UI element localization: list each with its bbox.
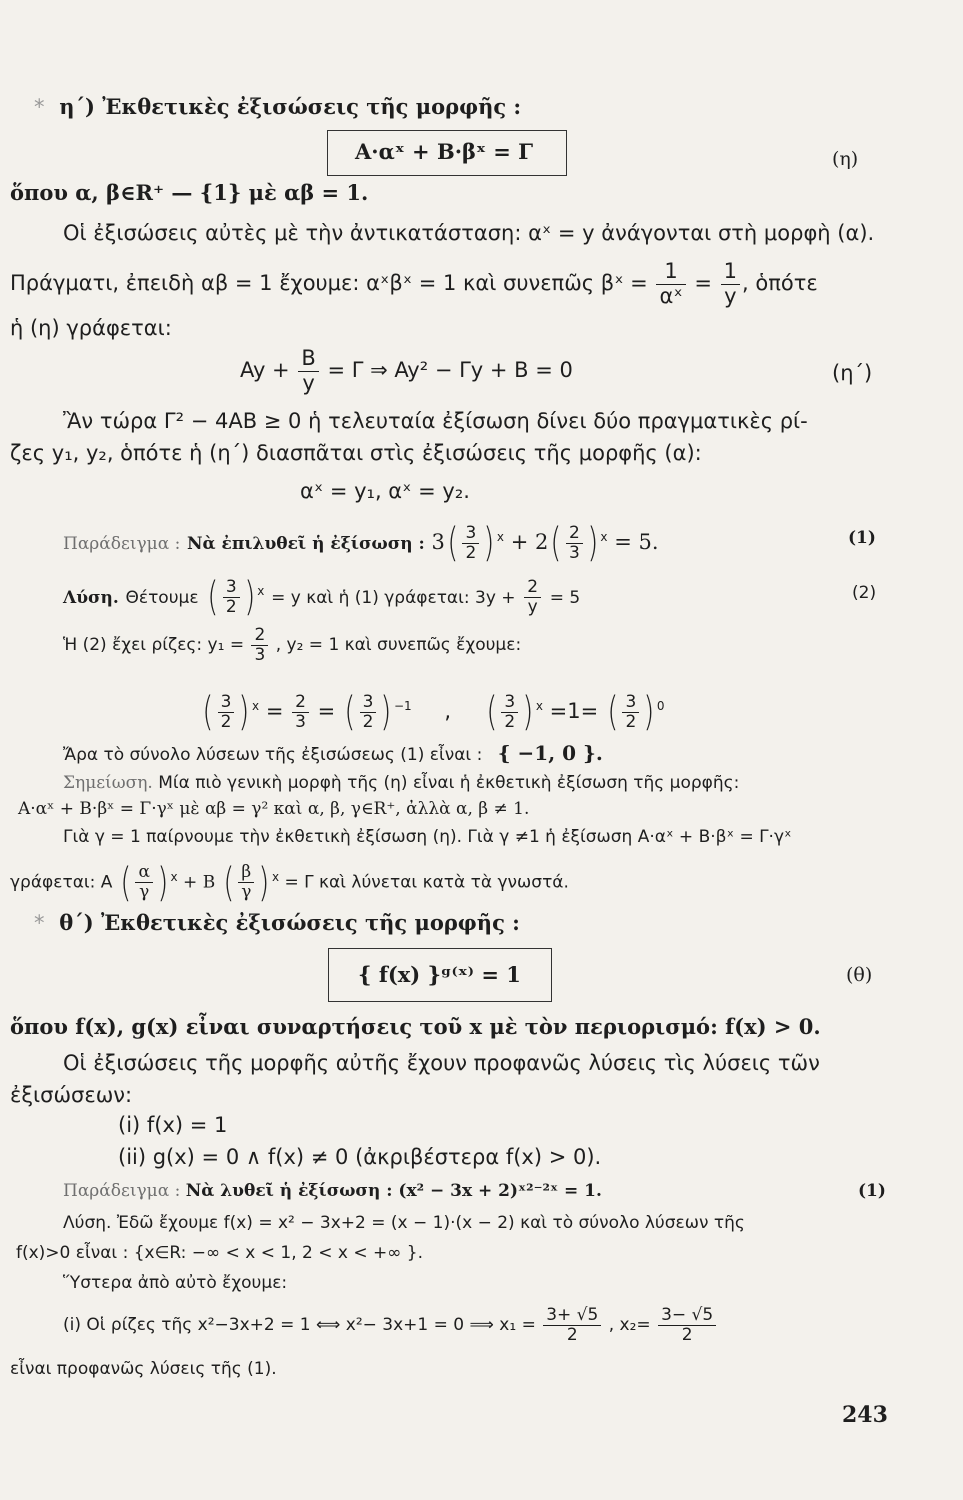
fraction-b-over-y: $\frac{B}{y}$ (298, 347, 318, 394)
solution2-line4: (i) Οἱ ρίζες τῆς x²−3x+2 = 1 ⟺ x²− 3x+1 = 0 ⟹ x₁ = $\frac{3+ √5}{2}$ , x₂= $\frac{3- √5}{2}$ (63, 1298, 718, 1352)
equation-number-2: (2) (852, 583, 877, 603)
equation-number-1b: (1) (858, 1181, 886, 1201)
asterisk-icon: * (34, 95, 45, 119)
section-eta-heading: * η΄) Ἐκθετικὲς ἐξισώσεις τῆς μορφῆς : (34, 94, 522, 119)
solution2-line3: Ὕστερα ἀπὸ αὐτὸ ἔχουμε: (63, 1273, 288, 1293)
power-chain: ( $\frac{3}{2}$ ) $^x$ = $\frac{2}{3}$ = ( $\frac{3}{2}$ ) $^{-1}$ , ( $\frac{3}{2}$ ) $^x$ =1= ( $\frac{3}{2}$ ) $^0$ (202, 689, 665, 735)
condition-eta: ὅπου α, β∈R⁺ — {1} μὲ αβ = 1. (10, 180, 369, 205)
equation-number-1: (1) (848, 528, 876, 548)
note-line: Σημείωση. Μία πιὸ γενικὴ μορφὴ τῆς (η) εἶναι ἡ ἐκθετικὴ ἐξίσωση τῆς μορφῆς: (63, 773, 740, 793)
solution2-line1: Λύση. Ἐδῶ ἔχουμε f(x) = x² − 3x+2 = (x − 1)·(x − 2) καὶ τὸ σύνολο λύσεων τῆς (63, 1213, 745, 1233)
solution2-line2: f(x)>0 εἶναι : {x∈R: −∞ < x < 1, 2 < x < +∞ }. (16, 1243, 424, 1263)
equation-label-eta-prime: (η΄) (832, 361, 873, 385)
solution-set-line: Ἄρα τὸ σύνολο λύσεων τῆς ἐξισώσεως (1) εἶναι : { −1, 0 }. (63, 741, 603, 765)
equation-label-eta: (η) (832, 148, 859, 170)
item-i: (i) f(x) = 1 (118, 1113, 228, 1137)
obvious-line1: Οἱ ἐξισώσεις τῆς μορφῆς αὐτῆς ἔχουν προφανῶς λύσεις τὶς λύσεις τῶν (63, 1051, 820, 1075)
example1-line: Παράδειγμα : Νὰ ἐπιλυθεῖ ἡ ἐξίσωση : 3( $\frac{3}{2}$ ) $^x$ + 2( $\frac{2}{3}$ ) $^x$ = 5. (63, 520, 659, 566)
equation-eta-prime: Ay + $\frac{B}{y}$ = Γ ⇒ Ay² − Γy + B = 0 (240, 346, 573, 395)
condition-theta: ὅπου f(x), g(x) εἶναι συναρτήσεις τοῦ x μὲ τὸν περιορισμό: f(x) > 0. (10, 1014, 821, 1039)
fraction-one-over-y: $\frac{1}{y}$ (721, 260, 740, 307)
formula-eta: A·αˣ + B·βˣ = Γ (355, 139, 534, 164)
formula-theta: { f(x) }ᵍ⁽ˣ⁾ = 1 (358, 962, 521, 987)
if-now-line: Ἂν τώρα Γ² − 4AB ≥ 0 ἡ τελευταία ἐξίσωση δίνει δύο πραγματικὲς ρί- (63, 409, 808, 433)
split-equations: αˣ = y₁, αˣ = y₂. (300, 479, 470, 503)
note-line2: A·αˣ + B·βˣ = Γ·γˣ μὲ αβ = γ² καὶ α, β, γ∈R⁺, ἀλλὰ α, β ≠ 1. (18, 799, 530, 819)
solution2-line5: εἶναι προφανῶς λύσεις τῆς (1). (10, 1359, 277, 1379)
substitution-line: Οἱ ἐξισώσεις αὐτὲς μὲ τὴν ἀντικατάσταση: αˣ = y ἀνάγονται στὴ μορφὴ (α). (63, 221, 875, 245)
example2-line: Παράδειγμα : Νὰ λυθεῖ ἡ ἐξίσωση : (x² − 3x + 2)ˣ²⁻²ˣ = 1. (63, 1181, 602, 1201)
roots-line: ζες y₁, y₂, ὁπότε ἡ (η΄) διασπᾶται στὶς ἐξισώσεις τῆς μορφῆς (α): (10, 441, 702, 465)
note-line4: γράφεται: A ( $\frac{\alpha}{\gamma}$ ) $^x$ + B ( $\frac{\beta}{\gamma}$ ) $^x$ = Γ καὶ λύνεται κατὰ τὰ γνωστά. (10, 859, 569, 906)
fraction-one-over-ax: $\frac{1}{\text{αˣ}}$ (656, 260, 685, 307)
indeed-line: Πράγματι, ἐπειδὴ αβ = 1 ἔχουμε: αˣβˣ = 1 καὶ συνεπῶς βˣ = $\frac{1}{\text{αˣ}}$ = $\frac{1}{y}$ , ὁπότε (10, 259, 818, 308)
equation-label-theta: (θ) (846, 964, 873, 986)
writes-line: ἡ (η) γράφεται: (10, 316, 172, 340)
item-ii: (ii) g(x) = 0 ∧ f(x) ≠ 0 (ἀκριβέστερα f(x) > 0). (118, 1145, 602, 1169)
asterisk-icon: * (34, 911, 45, 935)
roots2-line: Ἡ (2) ἔχει ρίζες: y₁ = $\frac{2}{3}$ , y₂ = 1 καὶ συνεπῶς ἔχουμε: (63, 624, 522, 665)
solution1-line: Λύση. Θέτουμε ( $\frac{3}{2}$ ) $^x$ = y καὶ ἡ (1) γράφεται: 3y + $\frac{2}{y}$ = 5 (63, 574, 581, 620)
note-line3: Γιὰ γ = 1 παίρνουμε τὴν ἐκθετικὴ ἐξίσωση (η). Γιὰ γ ≠1 ἡ ἐξίσωση A·αˣ + B·βˣ = Γ·γˣ (63, 827, 792, 847)
section-theta-heading: * θ΄) Ἐκθετικὲς ἐξισώσεις τῆς μορφῆς : (34, 910, 520, 935)
obvious-line2: ἐξισώσεων: (10, 1083, 133, 1107)
page-number: 243 (842, 1402, 888, 1428)
